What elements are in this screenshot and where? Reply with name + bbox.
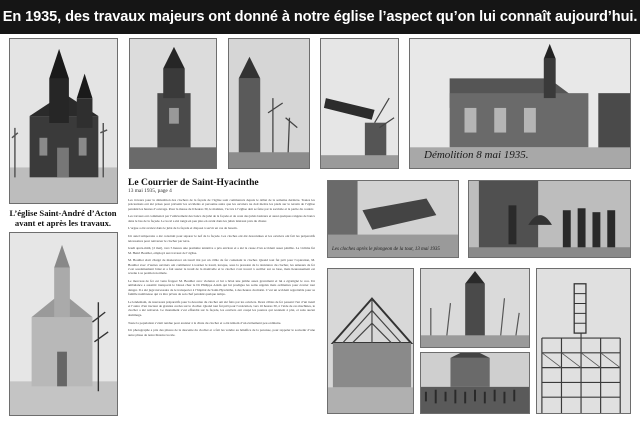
photo-demolition (409, 38, 631, 169)
photo-steeple-construction (420, 268, 530, 348)
photo-crowd (420, 352, 530, 414)
article-paragraph: M. Bouthot était chargé de manœuvrer un treuil tiré par un câble de fer contenant le clocher. Quand tout fut prêt pour l’opération, M. Bouthot avec d’autres ouvriers ont commencé à tourner le treuil, lorsque, sous la pression de la résistance du clocher, les anneaux de fer s’est soudainement brisé et a fait sauter le treuil de la manivelle et le clocher s’est trouvé à osciller sur sa base, mais heureusement est revenu à sa position normale. (128, 258, 315, 276)
article-paragraph: Un autel temporaire a été construit pour séparer le nef de la façade. Les cloches ont été descendues et les ouvriers ont fait les préparatifs nécessaires pour renverser le clocher par terre. (128, 234, 315, 243)
photo-steeple-falling (320, 38, 399, 169)
photo-roof-framework (327, 268, 414, 414)
caption-line-2: avant et après les travaux. (14, 218, 112, 228)
article-paragraph: Toute la population s’était rendue pour assister à la chute du clocher et a été témoin d’un événement peu ordinaire. (128, 320, 282, 325)
article-paragraph: Le lendemain, de nouveaux préparatifs pour la descente du clocher ont été faits par les ouvriers. Deux câbles de fer passant l’un d’un treuil et l’autre d’un tracteur de grandes cordes sur le clocher. Quand tout fut prêt pour l’exécution, vers 16 heures 30, à l’aide de ces machines, le clocher a été renversé. Le monument s’est effondré sur la façade, les ouvriers ont coupé les poutres qui restaient à plat, et sans aucun dommage. (128, 299, 315, 317)
article-paragraph: Un photographe a pris des photos de la descente du clocher et a fait les vendre au bénéfice de la paroisse, pour rappeler le souvenir d’une autre phase de notre histoire locale. (128, 328, 315, 337)
article-title: Le Courrier de Saint-Hyacinthe (128, 177, 259, 188)
photo-men-with-bell (468, 180, 631, 258)
caption-line-1: L’église Saint-André d’Acton (9, 208, 117, 218)
photo-scaffolding (536, 268, 631, 414)
newspaper-article (128, 177, 315, 429)
article-paragraph: Les travaux pour la démolition des clochers de la façade de l’église sont commencés depuis le début de la semaine dernière. Toutes les précautions ont été prises pour prévenir les accidents et personne autre que les ouvriers ne doit mettre les pieds sur le terrain de l’église pendant les heures d’ouvrage. Pour la messe de 6 heures 30, le matinée, l’accès à l’église doit se faire par la sacristie et la partie du couloir. (128, 198, 315, 211)
inscription-demolition: Démolition 8 mai 1935. (424, 149, 529, 161)
article-paragraph: L’orgue a été avancé dans le jubé de la façade et disposé à servir en cas de besoin. (128, 226, 238, 231)
caption (6, 208, 120, 228)
photo-church-before (9, 38, 118, 204)
photo-steeple (129, 38, 217, 169)
article-paragraph: Les travaux ont commencé par l’enlèvement des bancs du jubé de la façade et de ceux des jubés latéraux et aussi quelques rangées de bancs dans le bas de la façade. Le local a été rangé en peu plus en avant dans les jubés latéraux près du chœur. (128, 214, 315, 223)
article-paragraph: Jeudi après-midi, [2 mai], vers 5 heures une première tentative a pris environ et a été la cause d’un accident assez pénible. La victime fut M. Henri Bouthot, employé aux travaux de l’église. (128, 246, 315, 255)
photo-steeple-side (228, 38, 310, 169)
photo-church-after (9, 232, 118, 416)
article-date: 13 mai 1935, page 4 (128, 188, 172, 194)
page-headline: En 1935, des travaux majeurs ont donné à notre église l’aspect qu’on lui connaît aujourd’hui. (0, 0, 640, 34)
inscription-bells: Les cloches après le plongeon de la tour, 13 mai 1935 (332, 247, 440, 252)
photo-fallen-bells (327, 180, 459, 258)
article-paragraph: Le morceau de fer est venu frapper M. Bouthot avec violence et lui a brisé une jambe assez gravement et lui a égratigné le cou. Un ambulance a aussitôt transporté le blessé chez le Dr Philippe Adam qui lui prodigua les soins urgents mais ordinaires pour écarter tout danger. Il a été jugé nécessaire de le transporter à l’hôpital de Saint-Hyacinthe, à des heures du matin. C’est un accident regrettable pour sa famille nombreuse qui va être privée de son chef pendant quelque temps. (128, 279, 315, 297)
